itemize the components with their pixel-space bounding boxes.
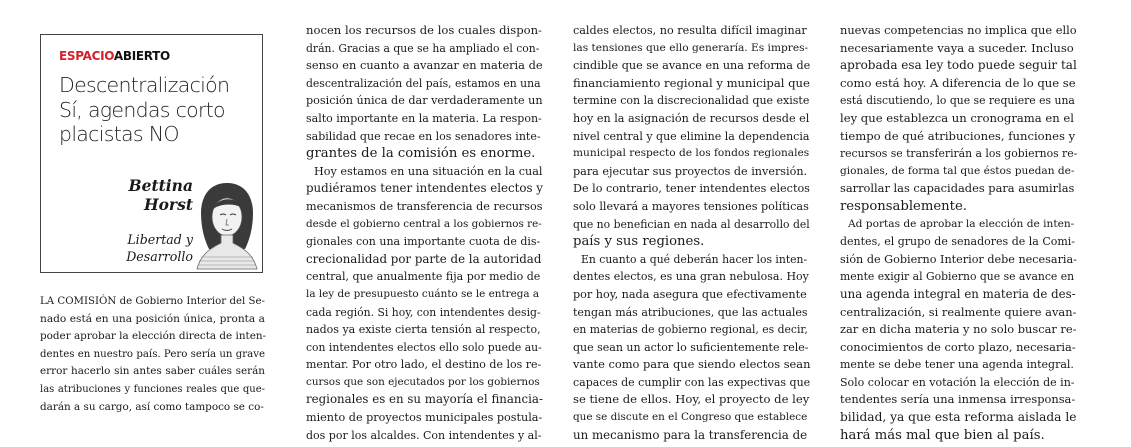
body-line: error hacerlo sin antes saber cuáles serán	[40, 365, 265, 378]
body-line: pudiéramos tener intendentes electos y	[306, 181, 543, 196]
section-kicker: ESPACIOABIERTO	[59, 49, 170, 63]
article-column-2	[306, 22, 542, 444]
body-line: hará más mal que bien al país.	[840, 427, 1045, 443]
body-line: con intendentes electos ello solo puede au-	[306, 340, 542, 354]
body-line: gionales, de forma tal que éstos puedan de-	[840, 164, 1075, 177]
body-line: bilidad, ya que esta reforma aislada le	[840, 410, 1077, 425]
body-line: grantes de la comisión es enorme.	[306, 146, 536, 162]
body-line: termine con la discrecionalidad que existe	[573, 94, 810, 108]
body-line: drán. Gracias a que se ha ampliado el con-	[306, 41, 540, 55]
body-line: tengan más atribuciones, que las actuales	[573, 305, 808, 319]
body-line: financiamiento regional y municipal que	[573, 75, 810, 90]
body-line: un mecanismo para la transferencia de	[573, 427, 808, 442]
body-line: desde el gobierno central a los gobiernos re-	[306, 217, 542, 230]
article-column-1	[40, 293, 265, 416]
body-line: que no benefician en nada al desarrollo del	[573, 217, 810, 231]
body-line: por hoy, nada asegura que efectivamente	[573, 287, 807, 301]
body-line: zar en dicha materia y no solo buscar re-	[840, 322, 1077, 337]
body-line: la ley de presupuesto cuánto se le entrega a	[306, 287, 540, 300]
body-line: cursos que son ejecutados por los gobiernos	[306, 375, 540, 388]
headline: Descentralización Sí, agendas corto placistas NO	[59, 73, 230, 146]
body-line: gionales con una importante cuota de dis-	[306, 235, 541, 249]
body-line: vante como para que siendo electos sean	[573, 357, 811, 372]
body-line: crecionalidad por parte de la autoridad	[306, 251, 542, 266]
body-line: sión de Gobierno Interior debe necesaria-	[840, 252, 1077, 266]
body-line: mente se debe tener una agenda integral.	[840, 358, 1074, 372]
body-line: cada región. Si hoy, con intendentes desig-	[306, 305, 541, 319]
body-line: dos por los alcaldes. Con intendentes y al-	[306, 428, 542, 442]
body-line: tiempo de qué atribuciones, funciones y	[840, 128, 1076, 143]
body-line: En cuanto a qué deberán hacer los inten-	[581, 252, 808, 266]
body-line: De lo contrario, tener intendentes electos	[573, 182, 810, 196]
body-line: darán a su cargo, así como tampoco se co-	[40, 400, 264, 413]
body-line: para ejecutar sus proyectos de inversión.	[573, 164, 808, 178]
body-line: caldes electos, no resulta difícil imaginar	[573, 24, 807, 37]
body-line: nado está en una posición única, pronta a	[40, 312, 265, 325]
body-line: país y sus regiones.	[573, 234, 705, 250]
body-line: sarrollar las capacidades para asumirlas	[840, 181, 1075, 196]
author-organization: Libertad y Desarrollo	[126, 232, 193, 264]
author-portrait	[187, 177, 267, 273]
body-line: recursos se transferirán a los gobiernos re-	[840, 147, 1078, 161]
body-line: centralización, si realmente quiere avan-	[840, 304, 1077, 319]
body-line: las tensiones que ello generaría. Es impres-	[573, 41, 809, 54]
body-line: Ad portas de aprobar la elección de inten-	[848, 217, 1075, 230]
body-line: Solo colocar en votación la elección de in-	[840, 375, 1075, 389]
body-line: nados ya existe cierta tensión al respecto,	[306, 323, 541, 337]
author-name: Bettina Horst	[128, 176, 193, 214]
body-line: ley que establezca un cronograma en el	[840, 110, 1074, 125]
body-line: solo llevará a mayores tensiones políticas	[573, 199, 809, 213]
body-line: aprobada esa ley todo puede seguir tal	[840, 58, 1077, 73]
article-column-4	[840, 22, 1076, 444]
body-line: dentes, el grupo de senadores de la Comi-	[840, 235, 1076, 249]
body-line: posición única de dar verdaderamente un	[306, 94, 543, 108]
column-header-box	[40, 34, 263, 273]
body-line: central, que anualmente fija por medio de	[306, 270, 541, 284]
body-line: Hoy estamos en una situación en la cual	[314, 164, 543, 178]
body-line: senso en cuanto a avanzar en materia de	[306, 58, 543, 73]
body-line: tendentes sería una inmensa irresponsa-	[840, 392, 1076, 407]
body-line: mente exigir al Gobierno que se avance en	[840, 270, 1075, 284]
body-line: como está hoy. A diferencia de lo que se	[840, 75, 1076, 90]
body-line: está discutiendo, lo que se requiere es una	[840, 94, 1075, 108]
body-line: cindible que se avance en una reforma de	[573, 59, 811, 73]
body-line: dentes en nuestro país. Pero sería un grave	[40, 348, 265, 360]
body-line: nocen los recursos de los cuales dispon-	[306, 23, 542, 37]
body-line: salto importante en la materia. La respon-	[306, 111, 542, 125]
body-line: en materias de gobierno regional, es decir,	[573, 323, 808, 337]
body-line: mentar. Por otro lado, el destino de los re-	[306, 358, 542, 372]
body-line: municipal respecto de los fondos regionales	[573, 147, 810, 160]
body-line: se tiene de ellos. Hoy, el proyecto de ley	[573, 392, 810, 407]
article-column-3	[573, 22, 809, 444]
body-line: poder aprobar la elección directa de inten-	[40, 330, 267, 343]
body-line: hoy en la asignación de recursos desde el	[573, 111, 810, 125]
body-line: descentralización del país, estamos en una	[306, 76, 541, 90]
body-line: conocimientos de corto plazo, necesaria-	[840, 339, 1076, 354]
body-line: sabilidad que recae en los senadores inte-	[306, 129, 541, 143]
body-line: responsablemente.	[840, 198, 967, 214]
body-line: nuevas competencias no implica que ello	[840, 23, 1077, 37]
body-line: miento de proyectos municipales postula-	[306, 411, 543, 425]
body-line: nivel central y que elimine la dependencia	[573, 129, 810, 143]
body-line: regionales es en su mayoría el financia-	[306, 392, 543, 407]
body-line: necesariamente vaya a suceder. Incluso	[840, 40, 1074, 55]
body-line: LA COMISIÓN de Gobierno Interior del Se-	[40, 296, 265, 307]
body-line: capaces de cumplir con las expectivas que	[573, 375, 811, 389]
body-line: que sean un actor lo suficientemente rele-	[573, 340, 809, 354]
body-line: las atribuciones y funciones reales que que-	[40, 383, 265, 395]
body-line: mecanismos de transferencia de recursos	[306, 199, 543, 213]
body-line: una agenda integral en materia de des-	[840, 286, 1076, 301]
body-line: que se discute en el Congreso que establece	[573, 411, 808, 424]
body-line: dentes electos, es una gran nebulosa. Hoy	[573, 270, 809, 284]
